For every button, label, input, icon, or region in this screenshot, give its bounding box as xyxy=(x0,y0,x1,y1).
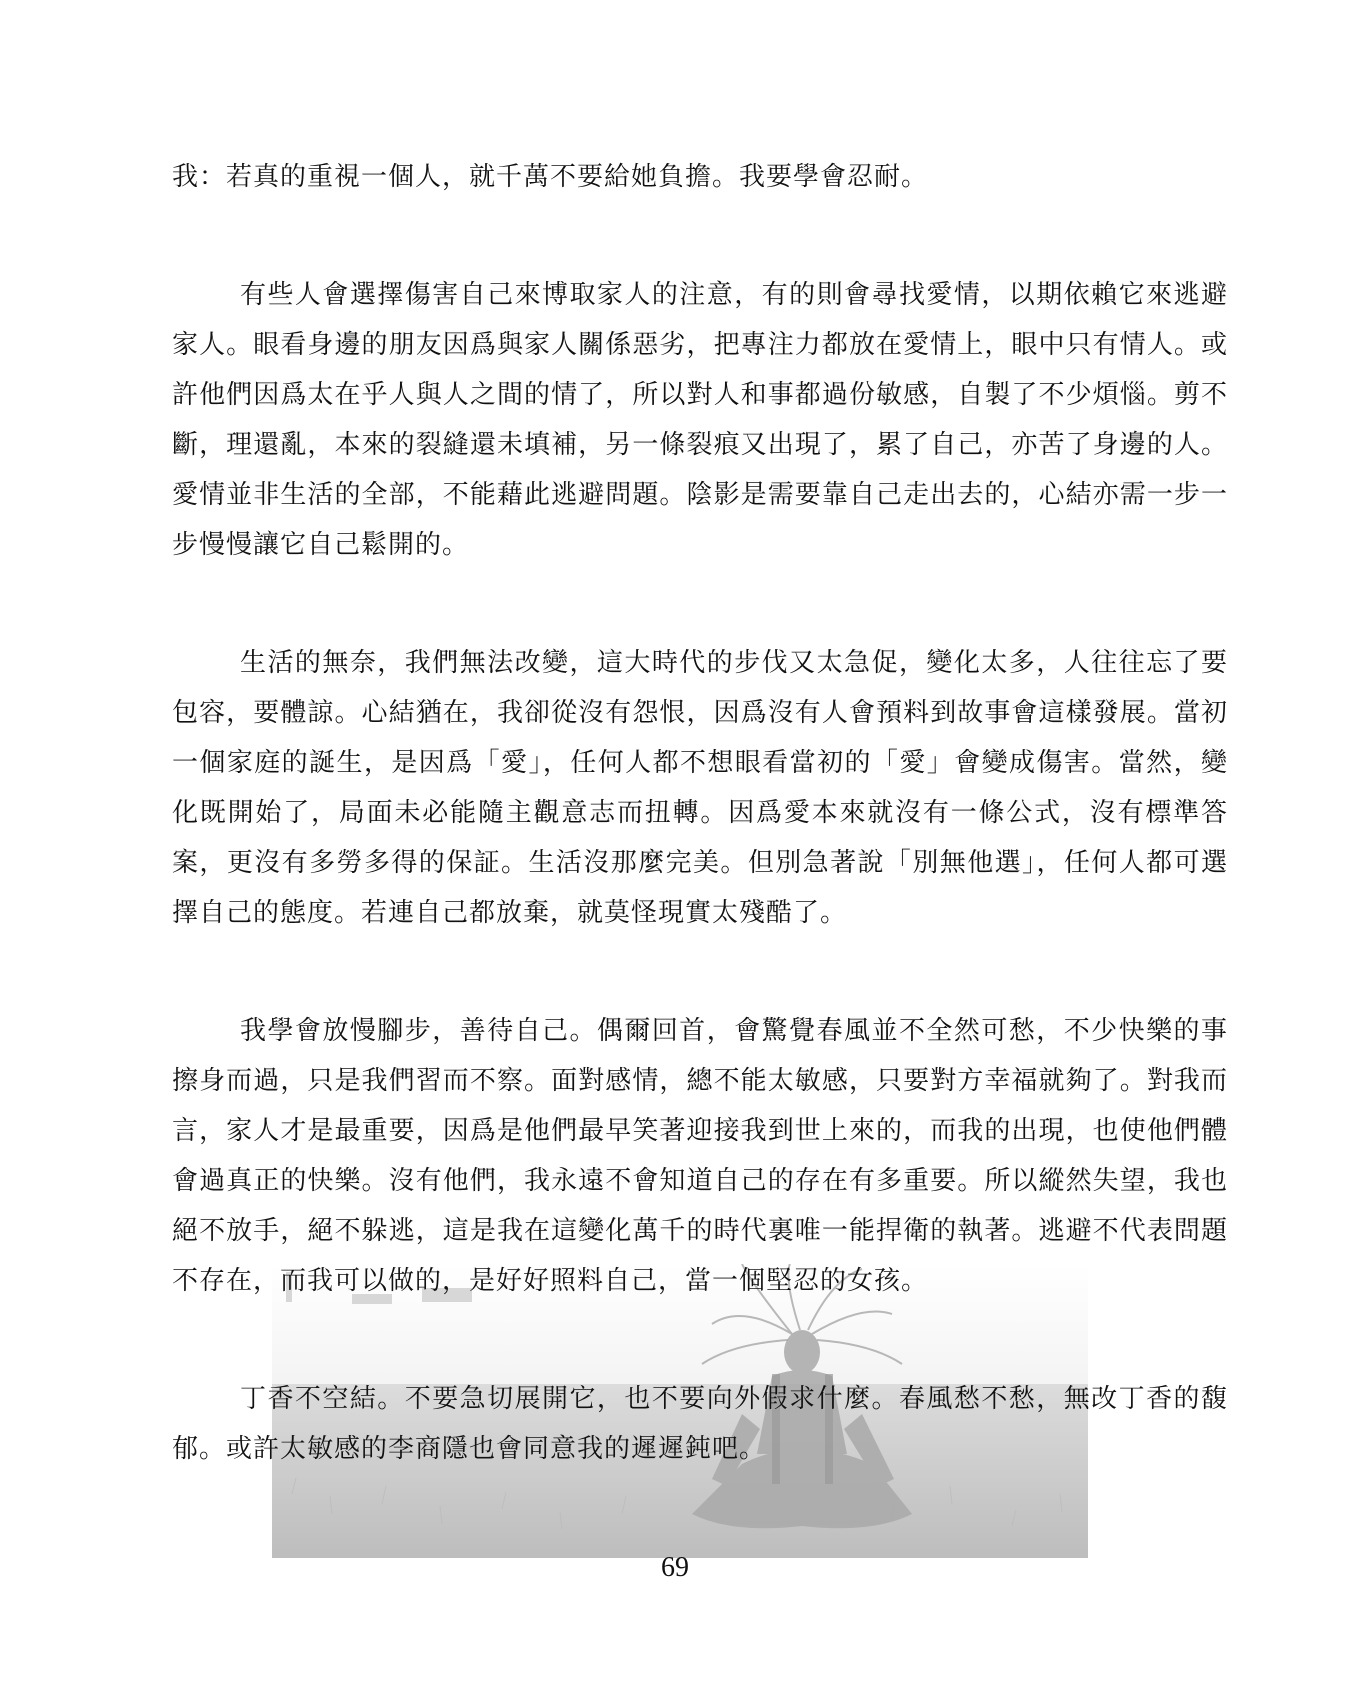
paragraph-4: 我學會放慢腳步，善待自己。偶爾回首，會驚覺春風並不全然可愁，不少快樂的事擦身而過，只是我們習而不察。面對感情，總不能太敏感，只要對方幸福就夠了。對我而言，家人才是最重要，因爲是他們最早笑著迎接我到世上來的，而我的出現，也使他們體會過真正的快樂。沒有他們，我永遠不會知道自己的存在有多重要。所以縱然失望，我也絕不放手，絕不躲逃，這是我在這變化萬千的時代裏唯一能捍衛的執著。逃避不代表問題不存在，而我可以做的，是好好照料自己，當一個堅忍的女孩。 xyxy=(172,1016,1228,1296)
body-text xyxy=(172,152,1228,1474)
paragraph-2: 有些人會選擇傷害自己來博取家人的注意，有的則會尋找愛情，以期依賴它來逃避家人。眼看身邊的朋友因爲與家人關係惡劣，把專注力都放在愛情上，眼中只有情人。或許他們因爲太在乎人與人之間的情了，所以對人和事都過份敏感，自製了不少煩惱。剪不斷，理還亂，本來的裂縫還未填補，另一條裂痕又出現了，累了自己，亦苦了身邊的人。愛情並非生活的全部，不能藉此逃避問題。陰影是需要靠自己走出去的，心結亦需一步一步慢慢讓它自己鬆開的。 xyxy=(172,280,1228,560)
paragraph-5: 丁香不空結。不要急切展開它，也不要向外假求什麼。春風愁不愁，無改丁香的馥郁。或許太敏感的李商隱也會同意我的遲遲鈍吧。 xyxy=(172,1384,1228,1464)
page-number: 69 xyxy=(661,1552,689,1583)
paragraph-1: 我：若真的重視一個人，就千萬不要給她負擔。我要學會忍耐。 xyxy=(172,162,929,192)
paragraph-3: 生活的無奈，我們無法改變，這大時代的步伐又太急促，變化太多，人往往忘了要包容，要體諒。心結猶在，我卻從沒有怨恨，因爲沒有人會預料到故事會這樣發展。當初一個家庭的誕生，是因爲「愛」，任何人都不想眼看當初的「愛」會變成傷害。當然，變化既開始了，局面未必能隨主觀意志而扭轉。因爲愛本來就沒有一條公式，沒有標準答案，更沒有多勞多得的保証。生活沒那麼完美。但別急著說「別無他選」，任何人都可選擇自己的態度。若連自己都放棄，就莫怪現實太殘酷了。 xyxy=(172,648,1228,928)
